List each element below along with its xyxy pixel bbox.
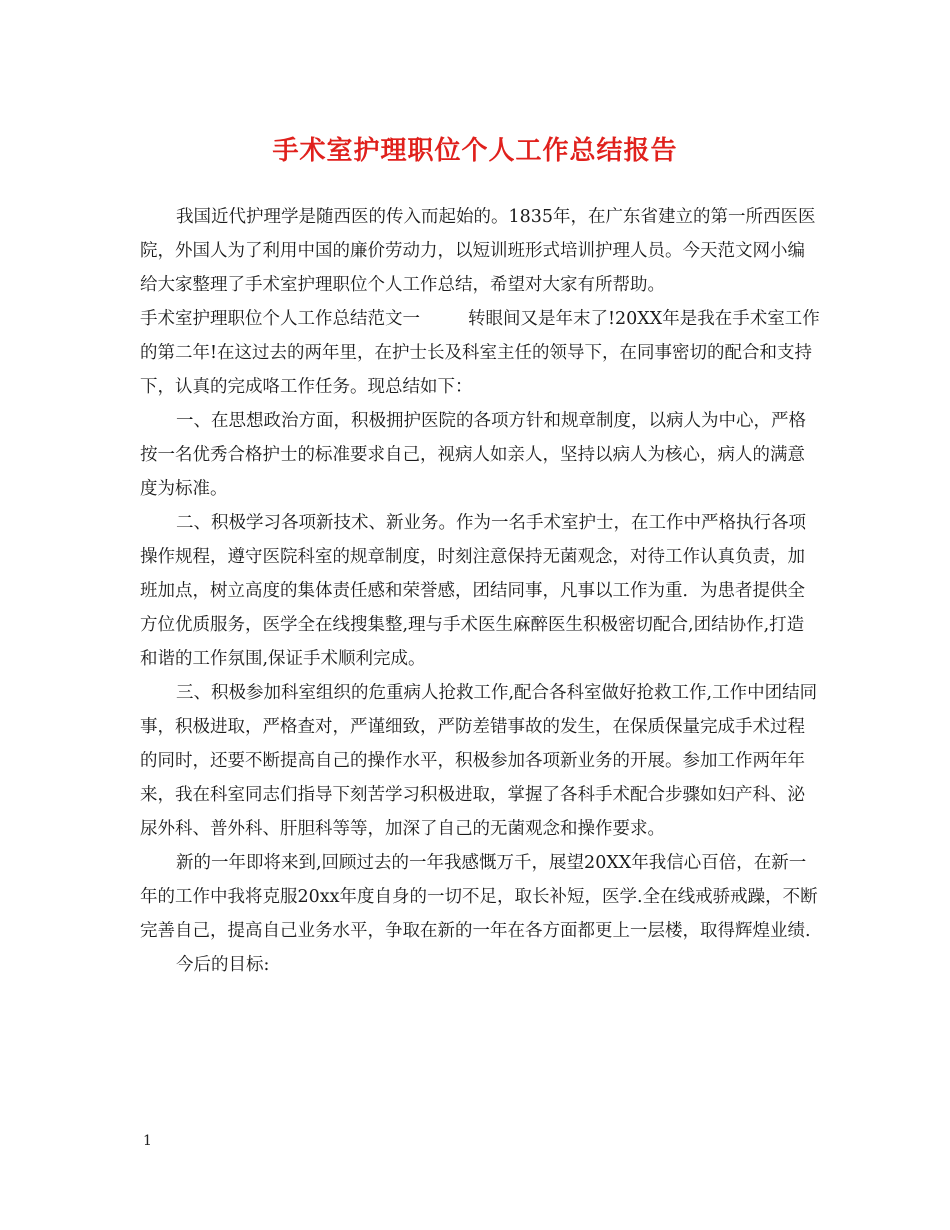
document-body: [140, 200, 820, 982]
body-paragraph-3: 三、积极参加科室组织的危重病人抢救工作,配合各科室做好抢救工作,工作中团结同事，积极进取，严格查对，严谨细致，严防差错事故的发生，在保质保量完成手术过程的同时，还要不断提高自己的操作水平，积极参加各项新业务的开展。参加工作两年年来，我在科室同志们指导下刻苦学习积极进取，掌握了各科手术配合步骤如妇产科、泌尿外科、普外科、肝胆科等等，加深了自己的无菌观念和操作要求。: [140, 683, 818, 839]
body-paragraph-5: 今后的目标:: [176, 955, 270, 975]
intro-paragraph: 我国近代护理学是随西医的传入而起始的。1835年，在广东省建立的第一所西医医院，外国人为了利用中国的廉价劳动力，以短训班形式培训护理人员。今天范文网小编给大家整理了手术室护理职位个人工作总结，希望对大家有所帮助。: [140, 207, 816, 295]
section-paragraph: [140, 302, 820, 404]
document-title: 手术室护理职位个人工作总结报告: [272, 136, 678, 166]
section-lead: 转眼间又是年末了!20XX年是我在手术室工作的第二年!在这过去的两年里，在护士长及科室主任的领导下，在同事密切的配合和支持下，认真的完成咯工作任务。现总结如下：: [140, 309, 820, 397]
body-paragraph-1: 一、在思想政治方面，积极拥护医院的各项方针和规章制度，以病人为中心，严格按一名优秀合格护士的标准要求自己，视病人如亲人，坚持以病人为核心，病人的满意度为标准。: [140, 411, 806, 499]
section-heading: 手术室护理职位个人工作总结范文一: [140, 309, 420, 329]
page-number: 1: [143, 1133, 152, 1149]
body-paragraph-2: 二、积极学习各项新技术、新业务。作为一名手术室护士，在工作中严格执行各项操作规程，遵守医院科室的规章制度，时刻注意保持无菌观念，对待工作认真负责，加班加点，树立高度的集体责任感和荣誉感，团结同事，凡事以工作为重．为患者提供全方位优质服务，医学全在线搜集整,理与手术医生麻醉医生积极密切配合,团结协作,打造和谐的工作氛围,保证手术顺利完成。: [140, 513, 806, 669]
body-paragraph-4: 新的一年即将来到,回顾过去的一年我感慨万千，展望20XX年我信心百倍，在新一年的工作中我将克服20xx年度自身的一切不足，取长补短，医学.全在线戒骄戒躁，不断完善自己，提高自己业务水平，争取在新的一年在各方面都更上一层楼，取得辉煌业绩.: [140, 853, 818, 941]
